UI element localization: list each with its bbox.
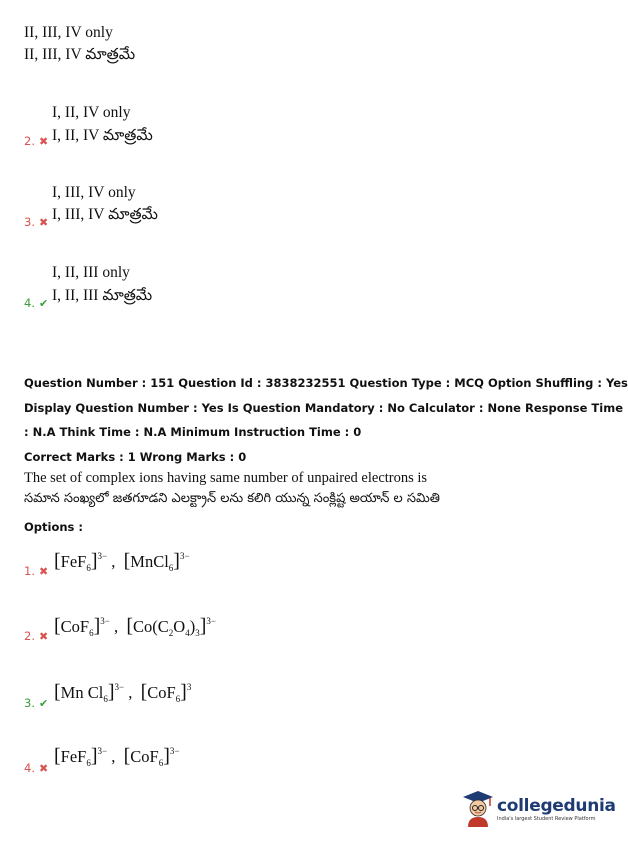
prev-option-3-te: I, III, IV మాత్రమే <box>52 206 158 223</box>
correct-mark-icon: ✔ <box>38 698 49 710</box>
prev-option-2-te: I, II, IV మాత్రమే <box>52 127 153 144</box>
prev-option-3-en: I, III, IV only <box>52 184 136 201</box>
wrong-mark-icon: ✖ <box>38 763 49 775</box>
option-3[interactable] <box>24 694 48 712</box>
wrong-mark-icon: ✖ <box>38 566 49 578</box>
prev-top-option-en: II, III, IV only <box>24 24 113 41</box>
option-number: 4. <box>24 296 35 310</box>
correct-mark-icon: ✔ <box>38 298 49 310</box>
prev-option-3[interactable] <box>24 213 48 231</box>
question-text-te: సమాన సంఖ్యలో జతగూడని ఎలక్ట్రాన్ లను కలిగి యున్న సంక్లిష్ట అయాన్ ల సమితి <box>24 491 440 506</box>
question-meta-line-3: : N.A Think Time : N.A Minimum Instruction Time : 0 <box>24 425 362 439</box>
brand-tagline: India's largest Student Review Platform <box>497 816 596 822</box>
question-marks: Correct Marks : 1 Wrong Marks : 0 <box>24 450 247 464</box>
option-number: 2. <box>24 629 35 643</box>
option-2-formula: $[CoF_6]^{3-}$ , $[Co(C_2O_4)_3]^{3-}$ <box>54 615 216 638</box>
question-meta-line-2: Display Question Number : Yes Is Question Mandatory : No Calculator : None Response Time <box>24 401 623 415</box>
option-1-formula: $[FeF_6]^{3-}$ , [MnCl$_6$]$^{3-}$ <box>54 550 190 573</box>
option-4-formula: $[FeF_6]^{3-}$ , $[CoF_6]^{3-}$ <box>54 745 180 768</box>
option-number: 3. <box>24 696 35 710</box>
wrong-mark-icon: ✖ <box>38 136 49 148</box>
option-number: 2. <box>24 134 35 148</box>
prev-option-4-te: I, II, III మాత్రమే <box>52 287 153 304</box>
brand-logo-text: collegedunia <box>497 796 616 816</box>
student-mascot-icon <box>462 790 494 828</box>
option-number: 3. <box>24 215 35 229</box>
prev-option-2-en: I, II, IV only <box>52 104 131 121</box>
prev-top-option-te: II, III, IV మాత్రమే <box>24 46 136 63</box>
wrong-mark-icon: ✖ <box>38 631 49 643</box>
option-4[interactable] <box>24 759 48 777</box>
option-3-formula: [Mn $Cl_6]^{3-}$ , $[CoF_6]^3$ <box>54 681 192 704</box>
prev-option-2[interactable] <box>24 132 48 150</box>
prev-option-4-en: I, II, III only <box>52 264 130 281</box>
option-number: 4. <box>24 761 35 775</box>
wrong-mark-icon: ✖ <box>38 217 49 229</box>
option-number: 1. <box>24 564 35 578</box>
prev-option-4[interactable] <box>24 294 48 312</box>
option-1[interactable] <box>24 562 48 580</box>
question-text-en: The set of complex ions having same number of unpaired electrons is <box>24 470 428 486</box>
option-2[interactable] <box>24 627 48 645</box>
question-meta-line-1: Question Number : 151 Question Id : 3838232551 Question Type : MCQ Option Shuffling : Yes <box>24 376 628 390</box>
options-label: Options : <box>24 520 83 534</box>
